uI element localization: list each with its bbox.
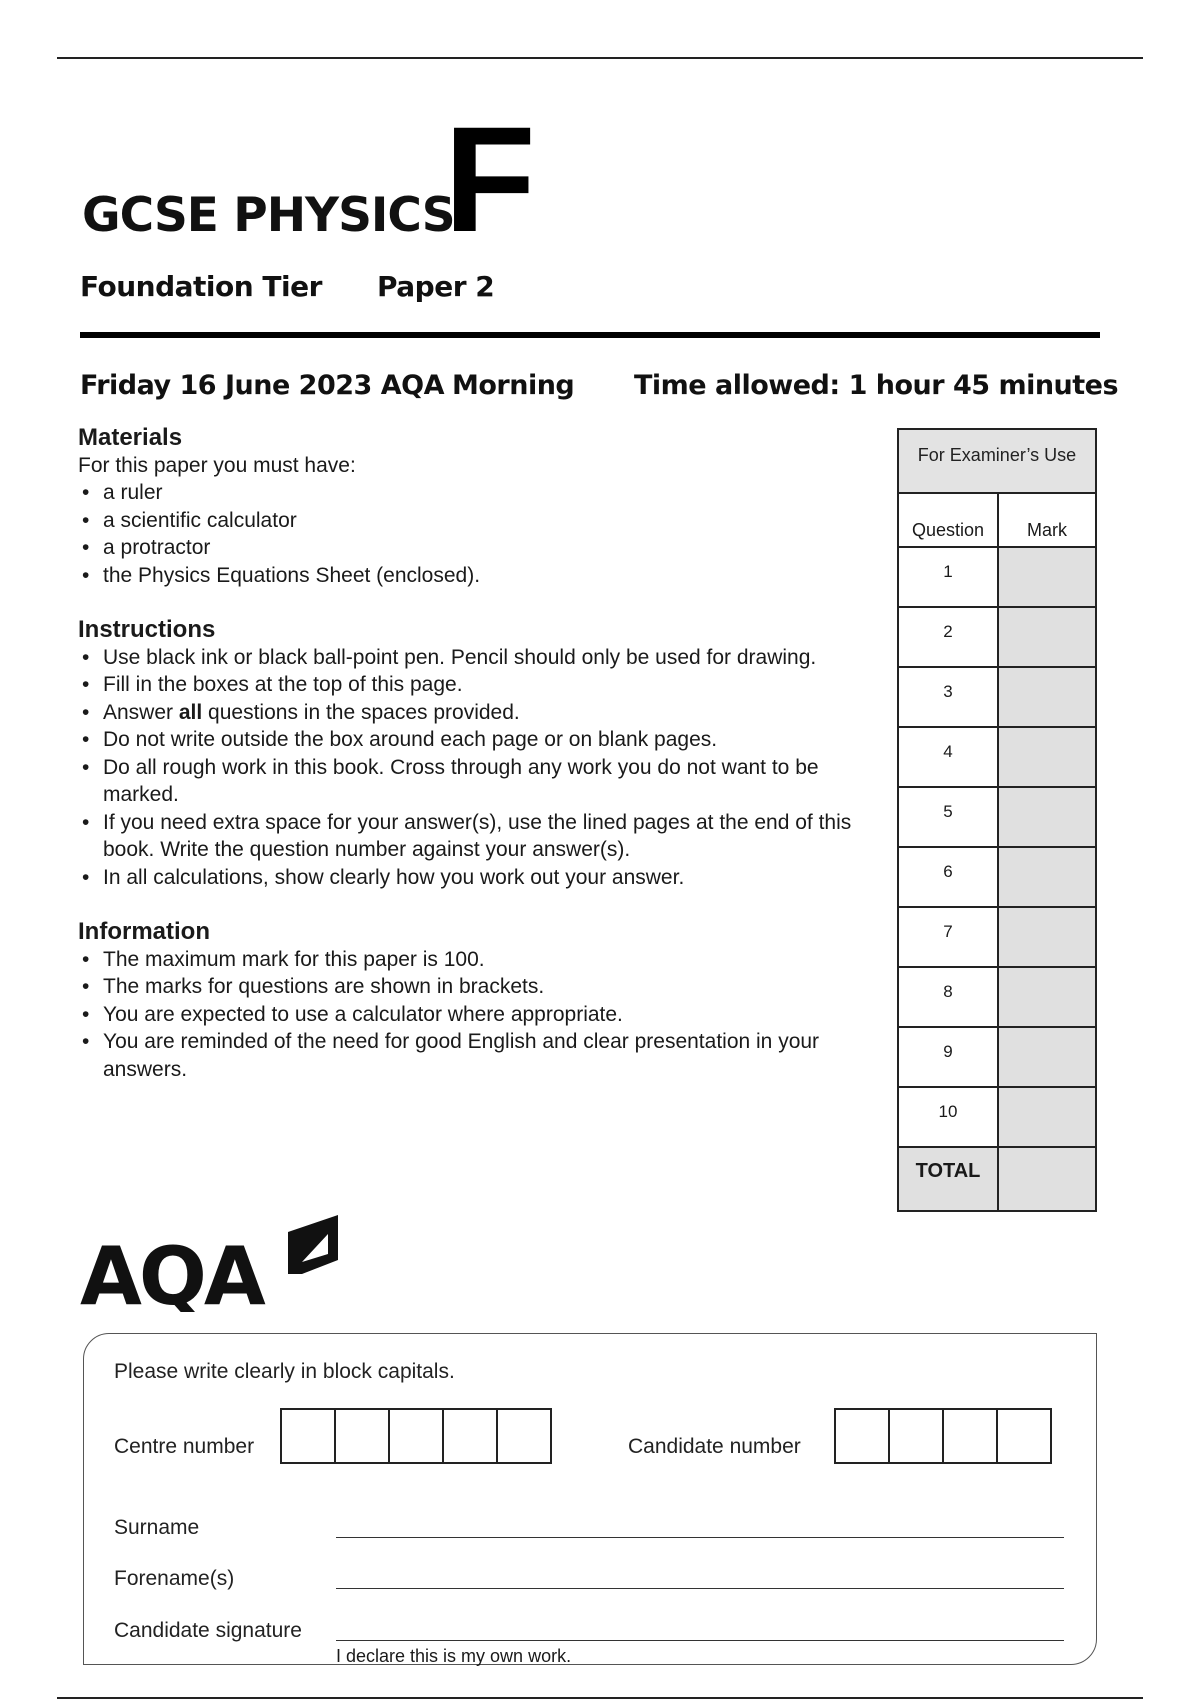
question-row: [899, 848, 1095, 908]
examiner-use-table: [897, 428, 1097, 1212]
mark-cell: [999, 1028, 1095, 1086]
centre-digit-box[interactable]: [280, 1408, 336, 1464]
header-rule: [80, 332, 1100, 338]
question-number: 10: [899, 1088, 999, 1146]
signature-field[interactable]: [336, 1640, 1064, 1641]
total-mark-cell: [999, 1148, 1095, 1210]
signature-label: Candidate signature: [114, 1619, 302, 1642]
paper-title: GCSE PHYSICS: [82, 188, 455, 243]
mark-cell: [999, 788, 1095, 846]
instruction-item: • Answer all questions in the spaces provided.: [78, 699, 898, 727]
centre-digit-box[interactable]: [334, 1408, 390, 1464]
mark-column-header: Mark: [999, 494, 1095, 546]
exam-session: Morning: [452, 370, 575, 401]
mark-cell: [999, 1088, 1095, 1146]
mark-cell: [999, 548, 1095, 606]
forename-field[interactable]: [336, 1588, 1064, 1589]
materials-list: [78, 479, 878, 589]
mark-cell: [999, 728, 1095, 786]
instruction-item: • Do not write outside the box around each page or on blank pages.: [78, 726, 898, 754]
instruction-item: • Fill in the boxes at the top of this page.: [78, 671, 898, 699]
question-column-header: Question: [899, 494, 999, 546]
instruction-item: • In all calculations, show clearly how you work out your answer.: [78, 864, 898, 892]
information-heading: Information: [78, 918, 210, 945]
tier-letter: F: [444, 95, 536, 263]
question-row: [899, 728, 1095, 788]
candidate-number-boxes[interactable]: [834, 1408, 1052, 1464]
materials-heading: Materials: [78, 424, 183, 451]
information-list: [78, 946, 878, 1084]
materials-lead: For this paper you must have:: [78, 453, 356, 477]
question-row: [899, 1088, 1095, 1148]
declaration-text: I declare this is my own work.: [336, 1646, 572, 1666]
candidate-digit-box[interactable]: [834, 1408, 890, 1464]
materials-item: • a protractor: [78, 534, 878, 562]
question-row: [899, 788, 1095, 848]
question-number: 1: [899, 548, 999, 606]
centre-digit-box[interactable]: [388, 1408, 444, 1464]
question-number: 3: [899, 668, 999, 726]
information-item: • The maximum mark for this paper is 100.: [78, 946, 878, 974]
information-item: • The marks for questions are shown in brackets.: [78, 973, 878, 1001]
materials-item: • a scientific calculator: [78, 507, 878, 535]
candidate-digit-box[interactable]: [888, 1408, 944, 1464]
exam-date: Friday 16 June 2023 AQA: [80, 370, 444, 401]
question-row: [899, 968, 1095, 1028]
centre-digit-box[interactable]: [442, 1408, 498, 1464]
centre-number-boxes[interactable]: [280, 1408, 552, 1464]
aqa-logo-text: AQA: [80, 1230, 263, 1312]
question-number: 8: [899, 968, 999, 1026]
forename-label: Forename(s): [114, 1567, 235, 1590]
centre-digit-box[interactable]: [496, 1408, 552, 1464]
aqa-logo-flag: [288, 1215, 338, 1274]
top-rule: [57, 57, 1143, 59]
centre-number-label: Centre number: [114, 1435, 255, 1458]
mark-cell: [999, 608, 1095, 666]
question-row: [899, 668, 1095, 728]
question-number: 7: [899, 908, 999, 966]
question-number: 4: [899, 728, 999, 786]
time-allowed: Time allowed: 1 hour 45 minutes: [634, 370, 1119, 401]
instruction-item: • If you need extra space for your answer(s), use the lined pages at the end of this book. Write the question number against your answer(s).: [78, 809, 898, 864]
question-row: [899, 608, 1095, 668]
question-number: 6: [899, 848, 999, 906]
instruction-item: • Use black ink or black ball-point pen. Pencil should only be used for drawing.: [78, 644, 898, 672]
question-number: 2: [899, 608, 999, 666]
materials-item: • the Physics Equations Sheet (enclosed).: [78, 562, 878, 590]
total-label: TOTAL: [899, 1148, 999, 1210]
mark-cell: [999, 908, 1095, 966]
paper-label: Paper 2: [377, 270, 495, 303]
instructions-list: [78, 644, 898, 892]
examiner-use-heading: For Examiner’s Use: [899, 430, 1095, 494]
instruction-item: • Do all rough work in this book. Cross through any work you do not want to be marked.: [78, 754, 898, 809]
question-row: [899, 908, 1095, 968]
total-row: [899, 1148, 1095, 1210]
materials-item: • a ruler: [78, 479, 878, 507]
information-section: [78, 918, 878, 1083]
surname-field[interactable]: [336, 1537, 1064, 1538]
materials-section: [78, 424, 878, 589]
question-number: 5: [899, 788, 999, 846]
tier-label: Foundation Tier: [80, 270, 322, 303]
block-capitals-prompt: Please write clearly in block capitals.: [114, 1360, 455, 1383]
candidate-digit-box[interactable]: [942, 1408, 998, 1464]
surname-label: Surname: [114, 1516, 200, 1539]
aqa-logo: [80, 1212, 340, 1312]
mark-cell: [999, 968, 1095, 1026]
candidate-digit-box[interactable]: [996, 1408, 1052, 1464]
question-row: [899, 1028, 1095, 1088]
question-number: 9: [899, 1028, 999, 1086]
information-item: • You are reminded of the need for good English and clear presentation in your answers.: [78, 1028, 878, 1083]
mark-cell: [999, 848, 1095, 906]
mark-cell: [999, 668, 1095, 726]
aqa-logo-mark: [80, 1212, 340, 1312]
instructions-section: [78, 616, 898, 891]
candidate-number-label: Candidate number: [628, 1435, 801, 1458]
instructions-heading: Instructions: [78, 616, 216, 643]
question-row: [899, 548, 1095, 608]
examiner-table-header: [899, 494, 1095, 548]
bottom-rule: [57, 1697, 1143, 1699]
information-item: • You are expected to use a calculator where appropriate.: [78, 1001, 878, 1029]
